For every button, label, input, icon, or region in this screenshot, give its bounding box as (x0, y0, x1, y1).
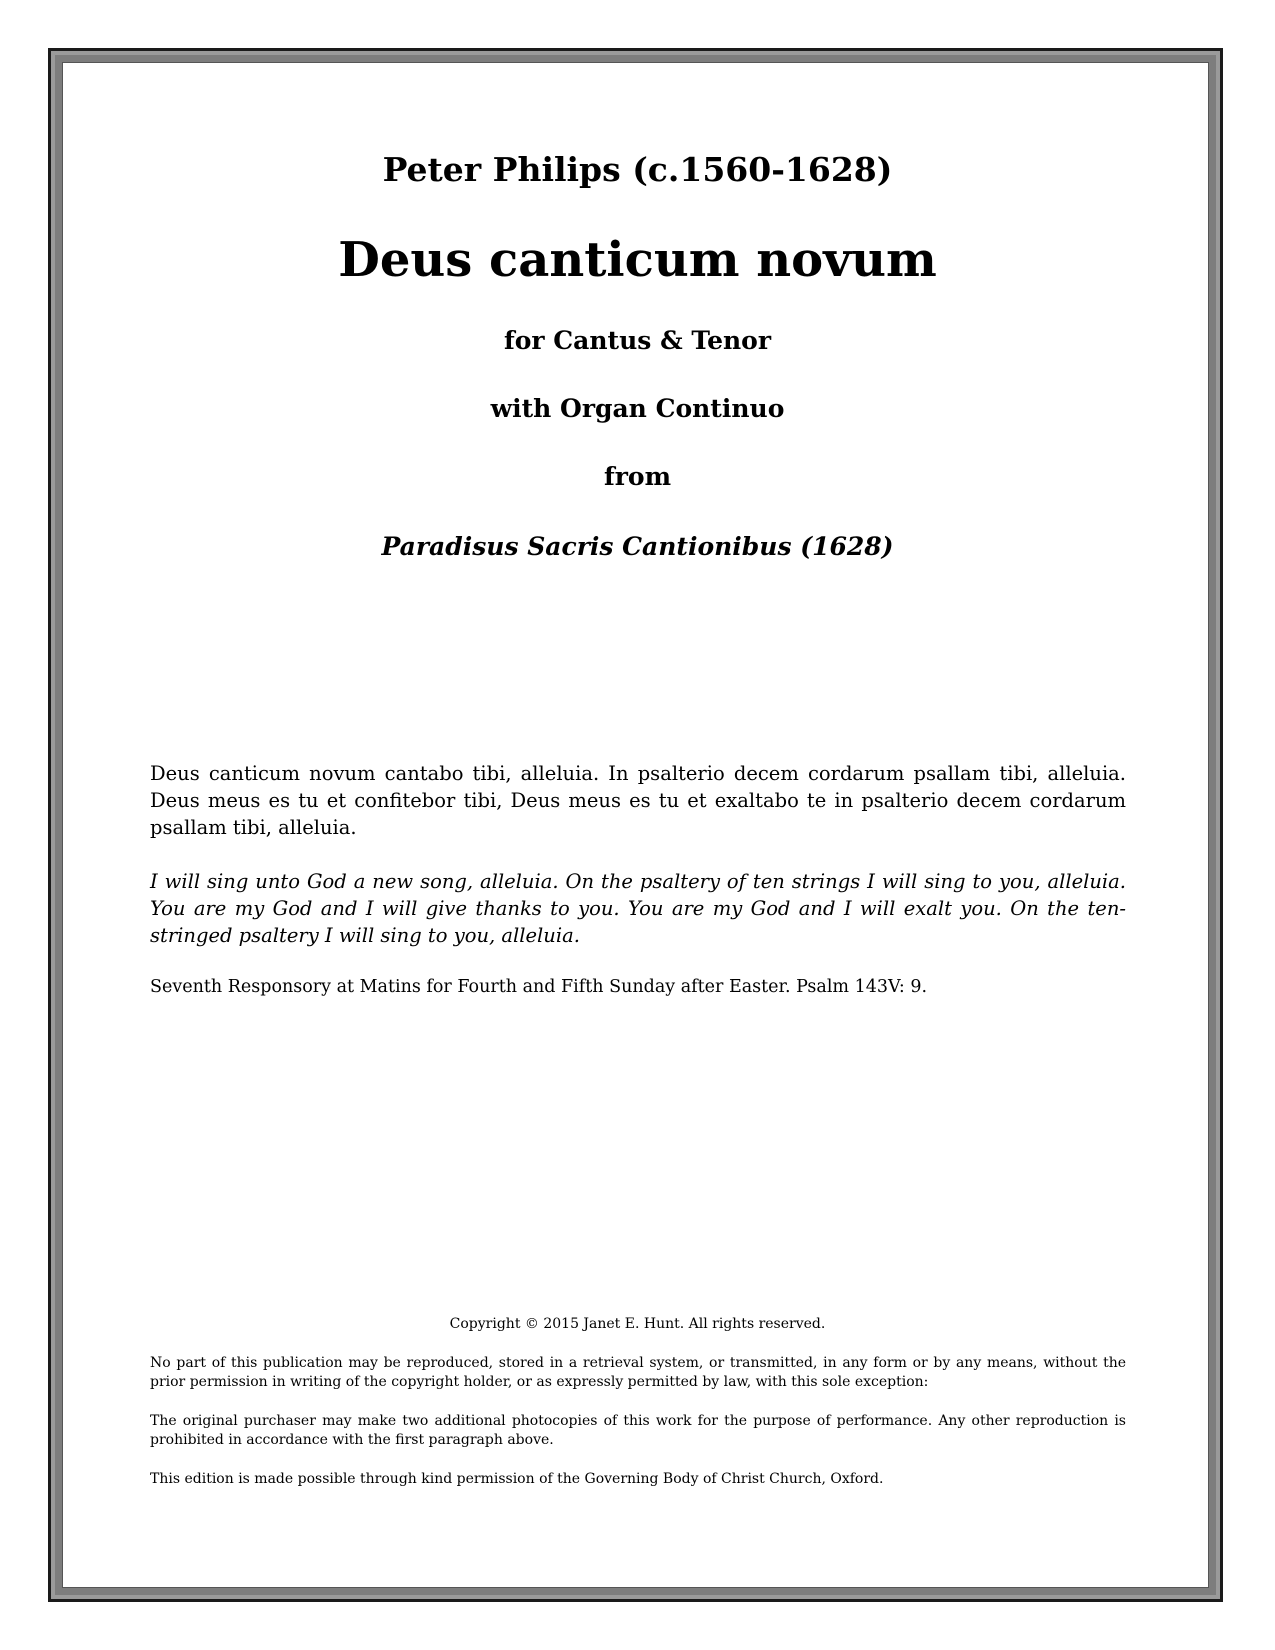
voicing-line: for Cantus & Tenor (503, 326, 772, 355)
source-title: Paradisus Sacris Cantionibus (1628) (381, 532, 894, 561)
permission-notice: This edition is made possible through kind permission of the Governing Body of Christ Church, Oxford. (150, 1471, 884, 1487)
composer-heading: Peter Philips (c.1560-1628) (382, 150, 893, 189)
english-translation: I will sing unto God a new song, alleluia. On the psaltery of ten strings I will sing to you, alleluia. You are my God and I will give thanks to you. You are my God and I will exalt you. On the ten-stringed psaltery I will sing to you, alleluia. (150, 870, 1126, 947)
liturgical-note: Seventh Responsory at Matins for Fourth and Fifth Sunday after Easter. Psalm 143V: 9. (150, 977, 928, 997)
copyright-line: Copyright © 2015 Janet E. Hunt. All rights reserved. (449, 1316, 826, 1332)
piece-title: Deus canticum novum (338, 232, 937, 288)
reproduction-notice: No part of this publication may be reproduced, stored in a retrieval system, or transmitted, in any form or by any means, without the prior permission in writing of the copyright holder, or as expressly permitted by law, with this sole exception: (150, 1355, 1126, 1390)
accompaniment-line: with Organ Continuo (490, 394, 785, 423)
from-label: from (603, 462, 672, 491)
latin-text: Deus canticum novum cantabo tibi, alleluia. In psalterio decem cordarum psallam tibi, alleluia. Deus meus es tu et confitebor tibi, Deus meus es tu et exaltabo te in psalterio decem cordarum psallam tibi, alleluia. (150, 762, 1126, 839)
photocopy-notice: The original purchaser may make two additional photocopies of this work for the purpose of performance. Any other reproduction is prohibited in accordance with the first paragraph above. (150, 1413, 1126, 1448)
